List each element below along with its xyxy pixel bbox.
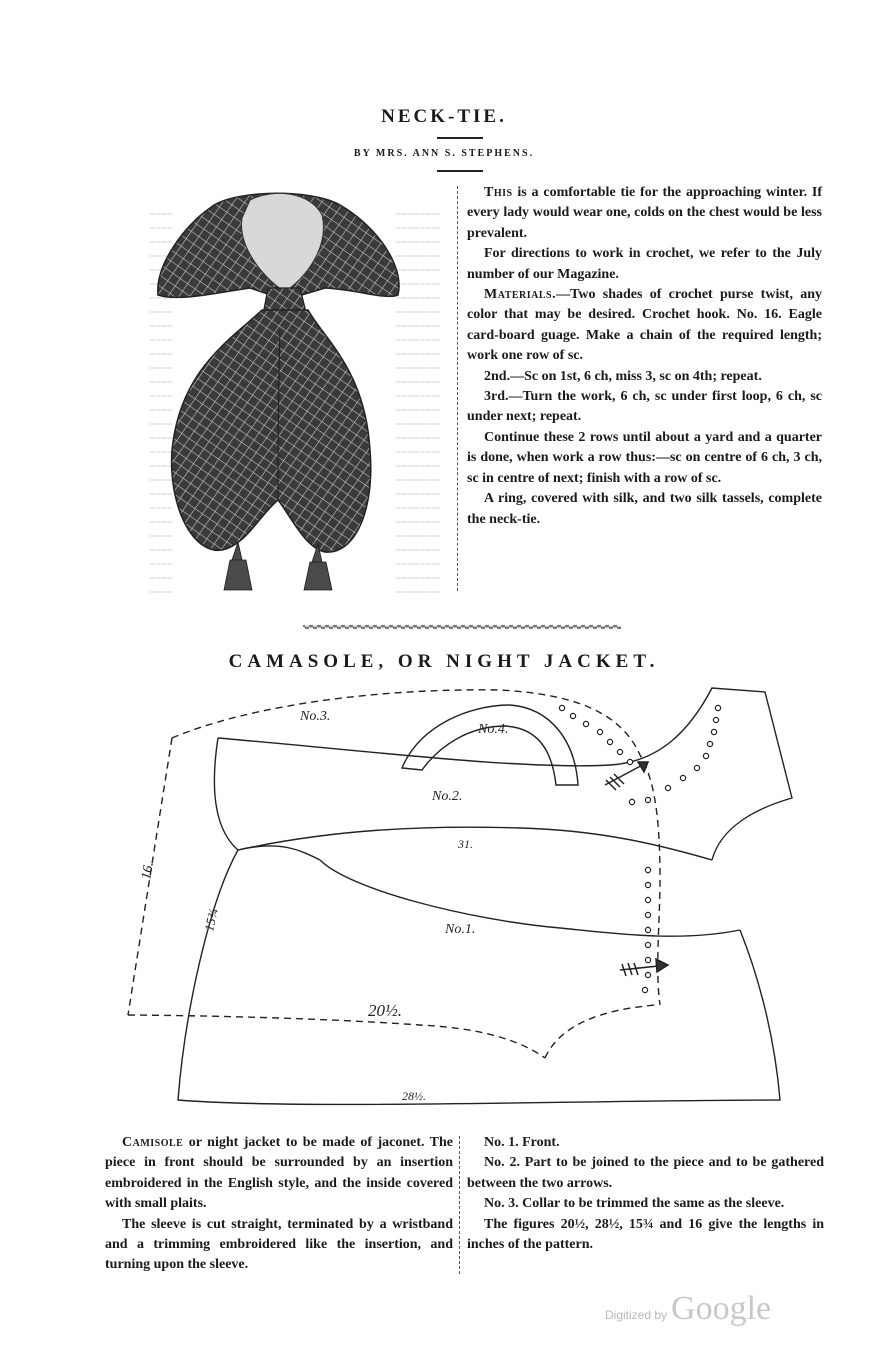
camisole-text-left <box>105 1133 453 1276</box>
paragraph <box>467 244 822 285</box>
paragraph-text: For directions to work in crochet, we refer to the July number of our Magazine. <box>467 246 822 282</box>
lead-word: This <box>484 185 513 200</box>
label-no3: No.3. <box>300 709 331 724</box>
label-15: 15¾ <box>201 907 221 933</box>
column-divider <box>459 1136 460 1274</box>
paragraph <box>467 1215 824 1256</box>
paragraph-text: or night jacket to be made of jaconet. The piece in front should be surrounded by an insertion embroidered in the English style, and the inside covered with small plaits. <box>105 1135 453 1212</box>
paragraph <box>467 387 822 428</box>
paragraph-text: The sleeve is cut straight, terminated by a wristband and a trimming embroidered like the insertion, and turning upon the sleeve. <box>105 1216 453 1273</box>
label-31: 31. <box>458 837 473 851</box>
label-20: 20½. <box>368 1001 402 1020</box>
paragraph-text: No. 1. Front. <box>484 1135 560 1150</box>
camisole-title: CAMASOLE, OR NIGHT JACKET. <box>228 651 660 672</box>
wavy-separator <box>303 624 621 630</box>
paragraph <box>467 367 822 387</box>
paragraph <box>467 428 822 489</box>
paragraph <box>467 489 822 530</box>
neck-tie-title: NECK-TIE. <box>381 106 507 127</box>
paragraph-text: Continue these 2 rows until about a yard and a quarter is done, when work a row thus:—sc on centre of 6 ch, 3 ch, sc in centre of next; finish with a row of sc. <box>467 429 822 486</box>
camisole-pattern-diagram <box>0 680 888 1120</box>
paragraph <box>467 183 822 244</box>
column-divider <box>457 186 458 591</box>
google-logo: Google <box>671 1290 772 1327</box>
paragraph-text: A ring, covered with silk, and two silk tassels, complete the neck-tie. <box>467 491 822 527</box>
watermark-prefix: Digitized by <box>605 1308 668 1322</box>
paragraph-text: The figures 20½, 28½, 15¾ and 16 give the lengths in inches of the pattern. <box>467 1216 824 1253</box>
paragraph <box>105 1133 453 1215</box>
paragraph-text: 2nd.—Sc on 1st, 6 ch, miss 3, sc on 4th; repeat. <box>484 368 762 384</box>
neck-tie-illustration <box>150 180 440 595</box>
label-no1: No.1. <box>445 922 476 937</box>
paragraph-text: is a comfortable tie for the approaching winter. If every lady would wear one, colds on the chest would be less prevalent. <box>467 185 822 241</box>
camisole-text-right <box>467 1133 824 1255</box>
paragraph <box>467 285 822 367</box>
label-16: 16. <box>139 860 157 881</box>
neck-tie-text <box>467 183 822 530</box>
title-rule <box>437 137 483 139</box>
google-watermark <box>605 1290 771 1328</box>
paragraph <box>105 1215 453 1276</box>
paragraph <box>467 1153 824 1194</box>
lead-word: Camisole <box>122 1135 184 1150</box>
neck-tie-byline: BY MRS. ANN S. STEPHENS. <box>353 148 535 159</box>
paragraph-text: No. 2. Part to be joined to the piece and to be gathered between the two arrows. <box>467 1155 824 1191</box>
paragraph <box>467 1133 824 1153</box>
paragraph-text: —Two shades of crochet purse twist, any color that may be desired. Crochet hook. No. 16. Eagle card-board guage. Make a chain of the required length; work one row of sc. <box>467 287 822 364</box>
paragraph-text: 3rd.—Turn the work, 6 ch, sc under first loop, 6 ch, sc under next; repeat. <box>467 389 822 425</box>
label-no4: No.4. <box>478 722 509 737</box>
lead-word: Materials. <box>484 287 557 303</box>
label-28: 28½. <box>402 1089 426 1103</box>
byline-rule <box>437 170 483 172</box>
paragraph-text: No. 3. Collar to be trimmed the same as the sleeve. <box>484 1196 785 1212</box>
label-no2: No.2. <box>432 789 463 804</box>
paragraph <box>467 1194 824 1214</box>
